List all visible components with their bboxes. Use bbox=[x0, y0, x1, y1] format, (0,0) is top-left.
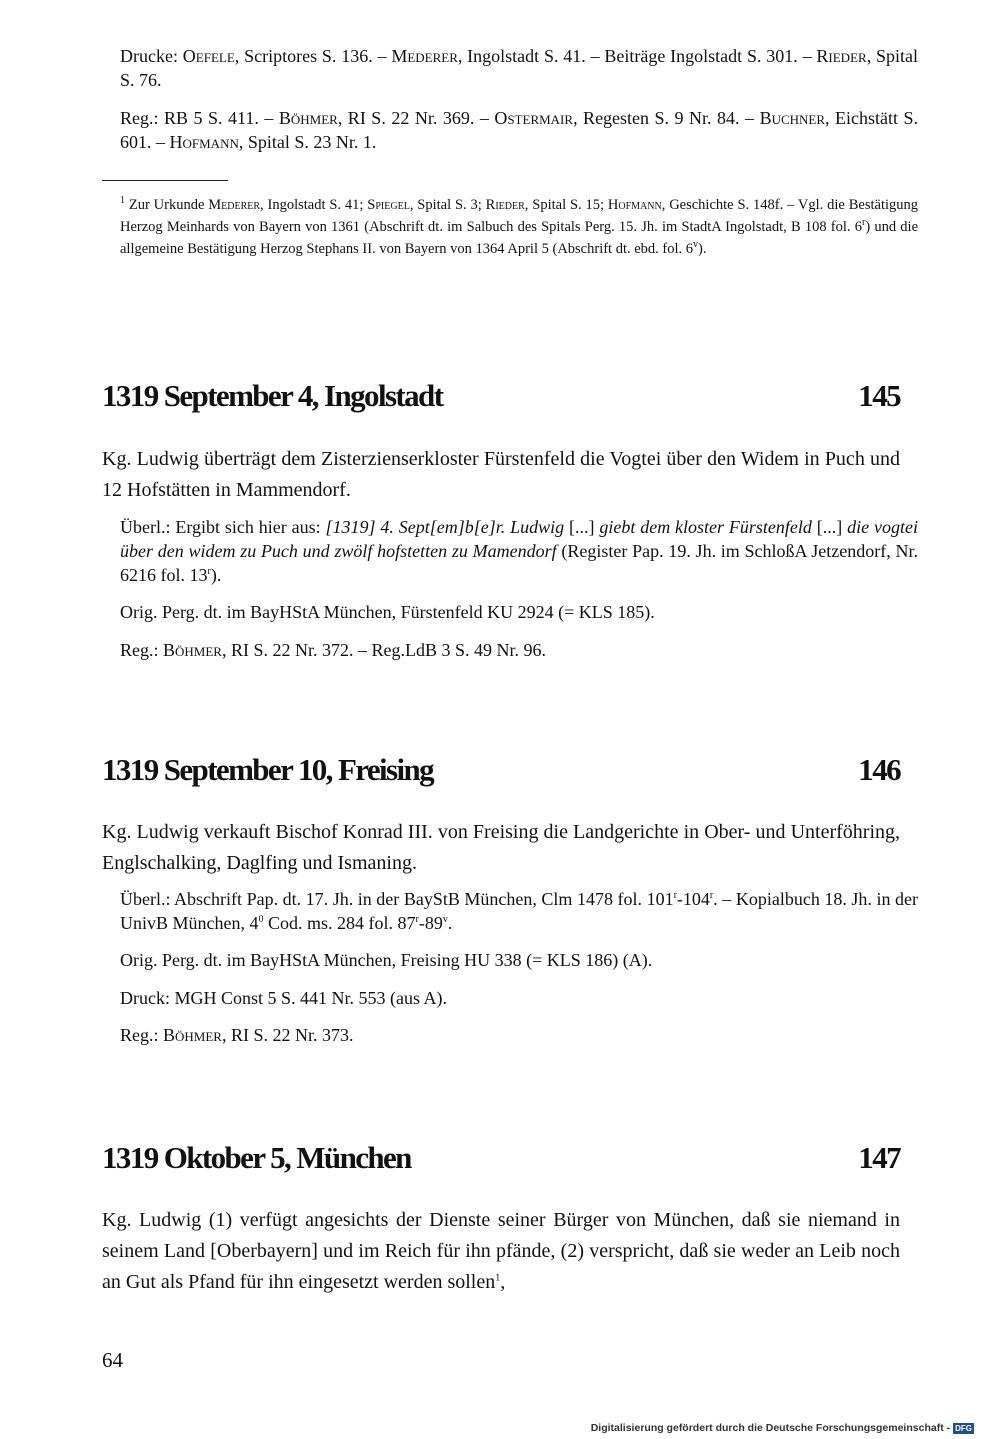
entry-orig: Orig. Perg. dt. im BayHStA München, Freising HU 338 (= KLS 186) (A). bbox=[120, 950, 653, 970]
footnote: $^1$ Zur Urkunde Mederer, Ingolstadt S. 41; Spiegel, Spital S. 3; Rieder, Spital S. 15; Hofmann, Geschichte S. 148f. – Vgl. die Bestätigung Herzog Meinhards von Bayern von 1361 (Abschrift dt. im Salbuch des Spitals Perg. 15. Jh. im StadtA Ingolstadt, B 108 fol. 6$^r$) und die allgemeine Bestätigung Herzog Stephans II. von Bayern von 1364 April 5 (Abschrift dt. ebd. fol. 6$^v$). bbox=[120, 195, 919, 257]
entry-reg: Reg.: Böhmer, RI S. 22 Nr. 372. – Reg.LdB 3 S. 49 Nr. 96. bbox=[120, 640, 546, 660]
entry-heading-146 bbox=[102, 752, 900, 788]
entry-title: 1319 September 4, Ingolstadt bbox=[102, 378, 443, 413]
entry-orig: Orig. Perg. dt. im BayHStA München, Fürstenfeld KU 2924 (= KLS 185). bbox=[120, 602, 655, 622]
entry-summary: Kg. Ludwig (1) verfügt angesichts der Dienste seiner Bürger von München, daß sie niemand in seinem Land [Oberbayern] und im Reich für ihn pfände, (2) verspricht, daß sie weder an Leib noch an Gut als Pfand für ihn eingesetzt werden sollen$^1$, bbox=[102, 1209, 900, 1293]
entry-number: 147 bbox=[858, 1140, 900, 1175]
entry-heading-147 bbox=[102, 1140, 900, 1176]
reg-line: Reg.: RB 5 S. 411. – Böhmer, RI S. 22 Nr. 369. – Ostermair, Regesten S. 9 Nr. 84. – Buchner, Eichstätt S. 601. – Hofmann, Spital S. 23 Nr. 1. bbox=[120, 108, 919, 152]
footer-text: Digitalisierung gefördert durch die Deutsche Forschungsgemeinschaft - bbox=[590, 1422, 951, 1434]
entry-number: 146 bbox=[858, 752, 900, 787]
entry-title: 1319 Oktober 5, München bbox=[102, 1140, 411, 1175]
entry-heading-145 bbox=[102, 378, 900, 414]
entry-number: 145 bbox=[858, 378, 900, 413]
footnote-rule bbox=[102, 180, 228, 181]
entry-title: 1319 September 10, Freising bbox=[102, 752, 434, 787]
entry-summary: Kg. Ludwig überträgt dem Zisterzienserkloster Fürstenfeld die Vogtei über den Widem in Puch und 12 Hofstätten in Mammendorf. bbox=[102, 448, 900, 501]
digitization-footer bbox=[591, 1422, 974, 1434]
page-number: 64 bbox=[102, 1348, 123, 1372]
entry-reg: Reg.: Böhmer, RI S. 22 Nr. 373. bbox=[120, 1025, 354, 1045]
entry-druck: Druck: MGH Const 5 S. 441 Nr. 553 (aus A). bbox=[120, 988, 447, 1008]
entry-ueberl: Überl.: Abschrift Pap. dt. 17. Jh. in der BayStB München, Clm 1478 fol. 101$^r$-104$^r$. – Kopialbuch 18. Jh. in der UnivB München, $4^0$ Cod. ms. 284 fol. 87$^r$-89$^v$. bbox=[120, 889, 918, 933]
entry-summary: Kg. Ludwig verkauft Bischof Konrad III. von Freising die Landgerichte in Ober- und Unterföhring, Englschalking, Daglfing und Ismaning. bbox=[102, 821, 900, 874]
entry-ueberl: Überl.: Ergibt sich hier aus: [1319] 4. Sept[em]b[e]r. Ludwig [...] giebt dem kloster Fürstenfeld [...] die vogtei über den widem zu Puch und zwölf hofstetten zu Mamendorf (Register Pap. 19. Jh. im SchloßA Jetzendorf, Nr. 6216 fol. 13$^r$). bbox=[120, 517, 918, 585]
drucke-line: Drucke: Oefele, Scriptores S. 136. – Mederer, Ingolstadt S. 41. – Beiträge Ingolstadt S. 301. – Rieder, Spital S. 76. bbox=[120, 46, 918, 90]
dfg-logo-icon: DFG bbox=[955, 1423, 972, 1433]
